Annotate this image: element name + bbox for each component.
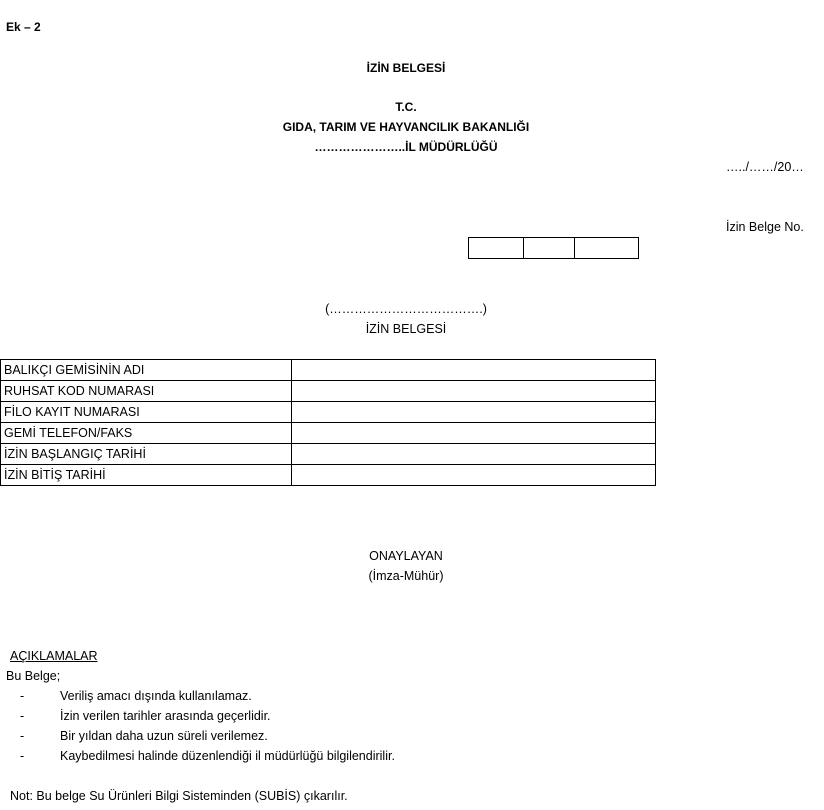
row-value xyxy=(292,444,656,465)
directorate-name: …………………..İL MÜDÜRLÜĞÜ xyxy=(314,140,498,154)
permit-number-box xyxy=(524,238,575,258)
row-value xyxy=(292,360,656,381)
row-value xyxy=(292,381,656,402)
permit-number-label: İzin Belge No. xyxy=(726,220,804,234)
row-value xyxy=(292,465,656,486)
explanations-intro: Bu Belge; xyxy=(6,669,61,683)
permit-number-box xyxy=(469,238,524,258)
explanation-item: Bir yıldan daha uzun süreli verilemez. xyxy=(60,729,268,743)
row-label: FİLO KAYIT NUMARASI xyxy=(1,402,292,423)
explanations-heading: AÇIKLAMALAR xyxy=(10,649,98,663)
date-line: …../……/20… xyxy=(726,160,804,174)
footer-note: Not: Bu belge Su Ürünleri Bilgi Sisteminden (SUBİS) çıkarılır. xyxy=(10,789,348,803)
table-row xyxy=(1,444,656,465)
permit-number-box xyxy=(575,238,638,258)
permit-number-boxes xyxy=(468,237,639,259)
row-label: BALIKÇI GEMİSİNİN ADI xyxy=(1,360,292,381)
explanation-item: İzin verilen tarihler arasında geçerlidir. xyxy=(60,709,271,723)
annex-label: Ek – 2 xyxy=(6,20,41,34)
bullet-dash: - xyxy=(20,749,25,763)
row-label: İZİN BİTİŞ TARİHİ xyxy=(1,465,292,486)
table-row xyxy=(1,402,656,423)
signature-seal-label: (İmza-Mühür) xyxy=(368,569,444,583)
explanation-item: Veriliş amacı dışında kullanılamaz. xyxy=(60,689,252,703)
explanation-item: Kaybedilmesi halinde düzenlendiği il müdürlüğü bilgilendirilir. xyxy=(60,749,395,763)
table-row xyxy=(1,465,656,486)
bullet-dash: - xyxy=(20,689,25,703)
permit-type: (……………………………….) xyxy=(325,302,487,316)
row-value xyxy=(292,402,656,423)
table-row xyxy=(1,423,656,444)
ministry-name: GIDA, TARIM VE HAYVANCILIK BAKANLIĞI xyxy=(282,120,530,134)
row-label: İZİN BAŞLANGIÇ TARİHİ xyxy=(1,444,292,465)
country-label: T.C. xyxy=(395,100,417,114)
row-label: RUHSAT KOD NUMARASI xyxy=(1,381,292,402)
table-row xyxy=(1,381,656,402)
approver-label: ONAYLAYAN xyxy=(369,549,443,563)
row-label: GEMİ TELEFON/FAKS xyxy=(1,423,292,444)
bullet-dash: - xyxy=(20,709,25,723)
document-title: İZİN BELGESİ xyxy=(366,61,446,75)
bullet-dash: - xyxy=(20,729,25,743)
row-value xyxy=(292,423,656,444)
vessel-info-table xyxy=(0,359,656,486)
permit-title: İZİN BELGESİ xyxy=(365,322,447,336)
table-row xyxy=(1,360,656,381)
